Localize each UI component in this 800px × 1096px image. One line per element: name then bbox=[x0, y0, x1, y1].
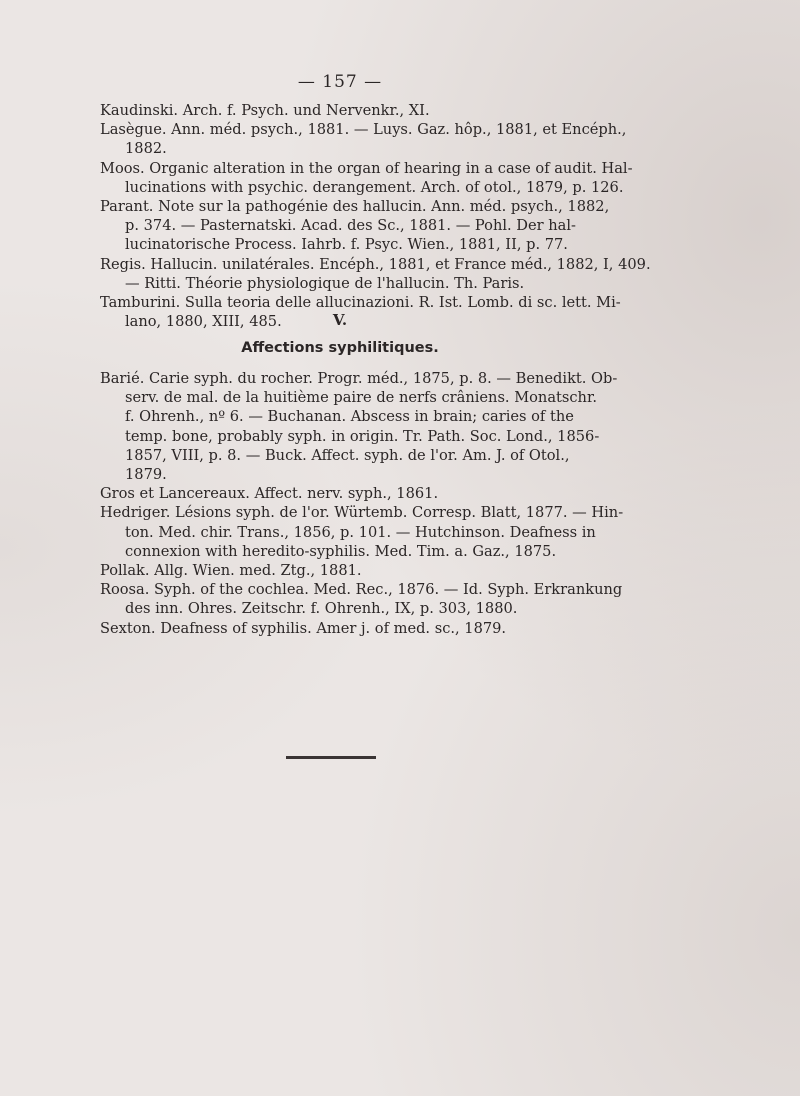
section-numeral: V. bbox=[332, 311, 348, 329]
bibliography-line: Moos. Organic alteration in the organ of hearing in a case of audit. Hal- bbox=[100, 159, 633, 177]
bibliography-line: lano, 1880, XIII, 485. bbox=[125, 313, 282, 331]
bibliography-line: lucinatorische Process. Iahrb. f. Psyc. Wien., 1881, II, p. 77. bbox=[125, 236, 568, 254]
bibliography-line: Kaudinski. Arch. f. Psych. und Nervenkr., XI. bbox=[100, 102, 430, 119]
bibliography-line: p. 374. — Pasternatski. Acad. des Sc., 1881. — Pohl. Der hal- bbox=[125, 217, 576, 235]
bibliography-block-hallucinations bbox=[100, 101, 690, 331]
bibliography-line: Barié. Carie syph. du rocher. Progr. méd., 1875, p. 8. — Benedikt. Ob- bbox=[100, 370, 618, 387]
bibliography-line: Parant. Note sur la pathogénie des hallucin. Ann. méd. psych., 1882, bbox=[100, 198, 610, 216]
bibliography-line: Tamburini. Sulla teoria delle allucinazioni. R. Ist. Lomb. di sc. lett. Mi- bbox=[100, 294, 621, 312]
bibliography-line: Sexton. Deafness of syphilis. Amer j. of med. sc., 1879. bbox=[100, 619, 507, 637]
bibliography-line: f. Ohrenh., nº 6. — Buchanan. Abscess in brain; caries of the bbox=[125, 408, 574, 426]
section-title: Affections syphilitiques. bbox=[241, 340, 439, 356]
page-number: — 157 — bbox=[297, 72, 383, 92]
bibliography-line: 1879. bbox=[125, 466, 167, 484]
bibliography-line: serv. de mal. de la huitième paire de nerfs crâniens. Monatschr. bbox=[125, 389, 597, 407]
bibliography-line: lucinations with psychic. derangement. Arch. of otol., 1879, p. 126. bbox=[125, 178, 624, 196]
bibliography-line: Pollak. Allg. Wien. med. Ztg., 1881. bbox=[100, 562, 362, 580]
bibliography-line: — Ritti. Théorie physiologique de l'hallucin. Th. Paris. bbox=[125, 274, 525, 292]
bibliography-block-syphilis bbox=[100, 369, 690, 638]
bibliography-line: Hedriger. Lésions syph. de l'or. Würtemb. Corresp. Blatt, 1877. — Hin- bbox=[100, 504, 624, 522]
bibliography-line: Roosa. Syph. of the cochlea. Med. Rec., 1876. — Id. Syph. Erkrankung bbox=[100, 581, 623, 599]
bibliography-line: Gros et Lancereaux. Affect. nerv. syph., 1861. bbox=[100, 485, 439, 503]
bibliography-line: 1882. bbox=[125, 140, 167, 158]
bibliography-line: Lasègue. Ann. méd. psych., 1881. — Luys. Gaz. hôp., 1881, et Encéph., bbox=[100, 121, 627, 139]
bibliography-line: 1857, VIII, p. 8. — Buck. Affect. syph. de l'or. Am. J. of Otol., bbox=[125, 446, 570, 464]
bibliography-line: Regis. Hallucin. unilatérales. Encéph., 1881, et France méd., 1882, I, 409. bbox=[100, 255, 651, 273]
bibliography-line: ton. Med. chir. Trans., 1856, p. 101. — Hutchinson. Deafness in bbox=[125, 523, 596, 541]
bibliography-line: des inn. Ohres. Zeitschr. f. Ohrenh., IX, p. 303, 1880. bbox=[125, 600, 518, 618]
bibliography-line: connexion with heredito-syphilis. Med. Tim. a. Gaz., 1875. bbox=[125, 542, 557, 560]
end-rule bbox=[286, 756, 376, 759]
bibliography-line: temp. bone, probably syph. in origin. Tr. Path. Soc. Lond., 1856- bbox=[125, 427, 600, 445]
